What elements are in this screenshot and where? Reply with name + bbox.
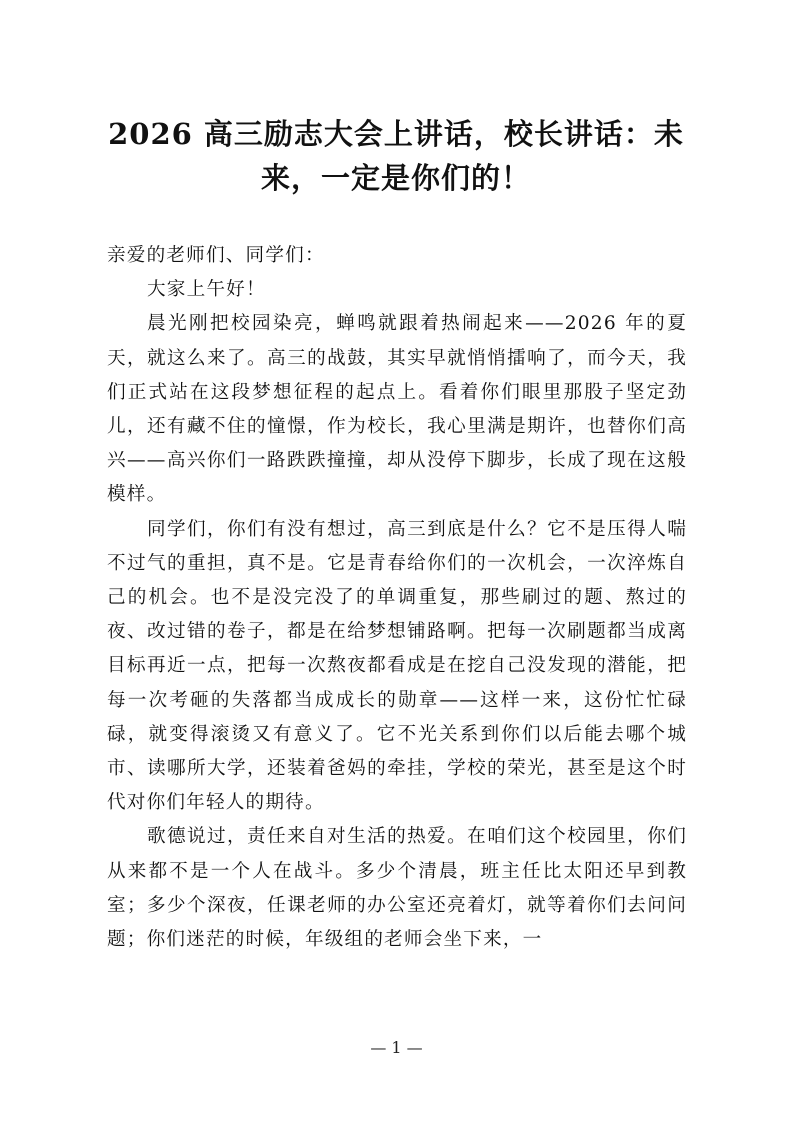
paragraph-3: 歌德说过，责任来自对生活的热爱。在咱们这个校园里，你们从来都不是一个人在战斗。多少个清晨，班主任比太阳还早到教室；多少个深夜，任课老师的办公室还亮着灯，就等着你们去问问题；你们迷茫的时候，年级组的老师会坐下来，一 bbox=[107, 826, 687, 951]
document-body bbox=[107, 239, 687, 957]
paragraph-2: 同学们，你们有没有想过，高三到底是什么？它不是压得人喘不过气的重担，真不是。它是青春给你们的一次机会，一次淬炼自己的机会。也不是没完没了的单调重复，那些刷过的题、熬过的夜、改过错的卷子，都是在给梦想铺路啊。把每一次刷题都当成离目标再近一点，把每一次熬夜都看成是在挖自己没发现的潜能，把每一次考砸的失落都当成成长的勋章——这样一来，这份忙忙碌碌，就变得滚烫又有意义了。它不光关系到你们以后能去哪个城市、读哪所大学，还装着爸妈的牵挂，学校的荣光，甚至是这个时代对你们年轻人的期待。 bbox=[107, 518, 687, 814]
document-title: 2026 高三励志大会上讲话，校长讲话：未来，一定是你们的！ bbox=[108, 117, 684, 195]
greeting: 大家上午好！ bbox=[146, 279, 266, 301]
page-number: — 1 — bbox=[370, 1038, 423, 1057]
salutation: 亲爱的老师们、同学们： bbox=[107, 245, 325, 266]
paragraph-1: 晨光刚把校园染亮，蝉鸣就跟着热闹起来——2026 年的夏天，就这么来了。高三的战鼓，其实早就悄悄擂响了，而今天，我们正式站在这段梦想征程的起点上。看着你们眼里那股子坚定劲儿，还有藏不住的憧憬，作为校长，我心里满是期许，也替你们高兴——高兴你们一路跌跌撞撞，却从没停下脚步，长成了现在这般模样。 bbox=[107, 313, 687, 506]
